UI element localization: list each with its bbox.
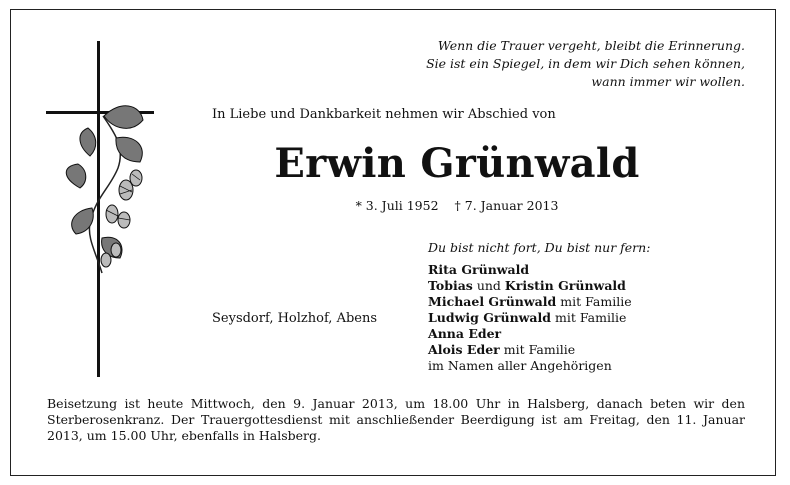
- mourner: Michael Grünwald mit Familie: [428, 294, 632, 309]
- mourners-list: [428, 262, 632, 374]
- mourner: Tobias und Kristin Grünwald: [428, 278, 626, 293]
- intro-text: In Liebe und Dankbarkeit nehmen wir Abschied von: [212, 107, 556, 122]
- birth-date: * 3. Juli 1952: [355, 198, 439, 213]
- mourner-footer: im Namen aller Angehörigen: [428, 358, 612, 373]
- quote-line: wann immer wir wollen.: [591, 74, 745, 89]
- mourner: Anna Eder: [428, 326, 502, 341]
- mourner: Ludwig Grünwald mit Familie: [428, 310, 627, 325]
- death-date: † 7. Januar 2013: [454, 198, 559, 213]
- funeral-details: Beisetzung ist heute Mittwoch, den 9. Januar 2013, um 18.00 Uhr in Halsberg, danach beten wir den Sterberosenkranz. Der Trauergottesdienst mit anschließender Beerdigung ist am Freitag, den 11. Januar 2013, um 15.00 Uhr, ebenfalls in Halsberg.: [47, 396, 745, 443]
- verse: Du bist nicht fort, Du bist nur fern:: [428, 240, 651, 255]
- deceased-name: Erwin Grünwald: [274, 140, 640, 187]
- opening-quote: [325, 37, 745, 91]
- life-dates: [212, 198, 702, 213]
- quote-line: Sie ist ein Spiegel, in dem wir Dich sehen können,: [426, 56, 745, 71]
- cross-with-hops-icon: [40, 38, 160, 392]
- places: Seysdorf, Holzhof, Abens: [212, 311, 378, 326]
- quote-line: Wenn die Trauer vergeht, bleibt die Erinnerung.: [437, 38, 745, 53]
- mourner: Rita Grünwald: [428, 262, 530, 277]
- mourner: Alois Eder mit Familie: [428, 342, 576, 357]
